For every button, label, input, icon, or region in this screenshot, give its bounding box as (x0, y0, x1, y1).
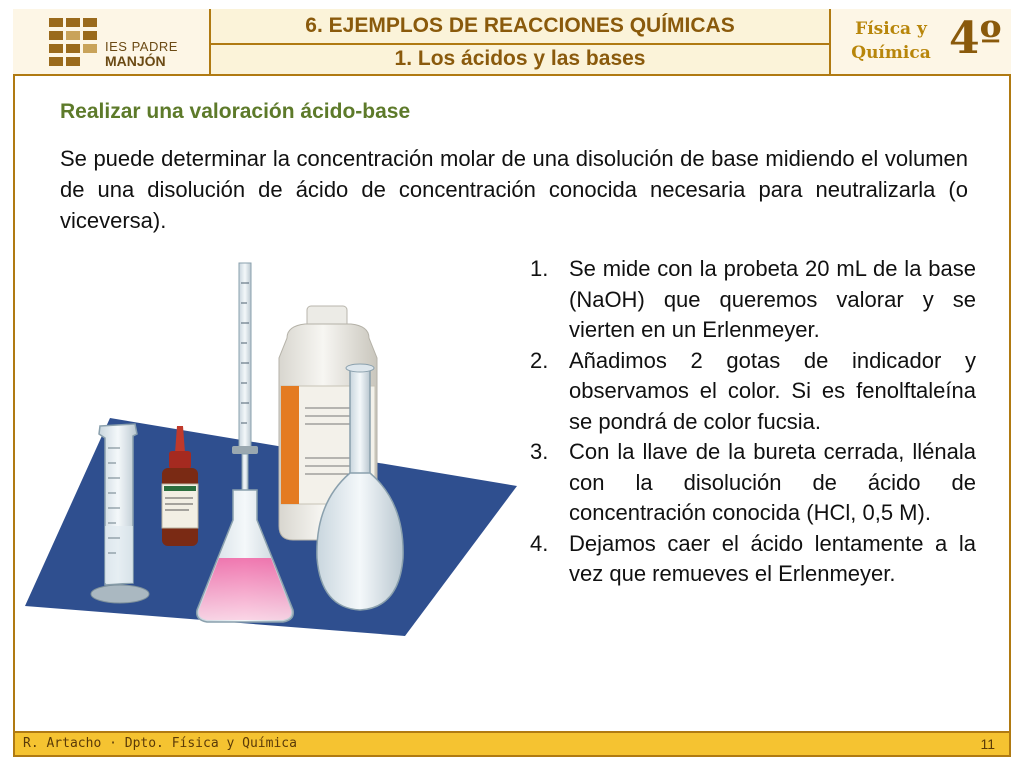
logo-grid-icon (49, 18, 99, 66)
list-item: 1. Se mide con la probeta 20 mL de la base (NaOH) que queremos valorar y se vierten en un Erlenmeyer. (530, 256, 976, 342)
school-logo (13, 9, 211, 76)
subject-line2: Química (851, 43, 931, 63)
page-number: 11 (980, 736, 995, 752)
titration-illustration (25, 258, 520, 638)
slide-footer (13, 731, 1011, 757)
logo-line1: IES PADRE (105, 39, 178, 54)
topic-subtitle: 1. Los ácidos y las bases (394, 47, 646, 70)
procedure-steps (530, 254, 976, 590)
author-credit: R. Artacho · Dpto. Física y Química (23, 736, 297, 751)
subject-line1: Física y (855, 19, 927, 39)
step-text: Con la llave de la bureta cerrada, llénala con la disolución de ácido de concentración conocida (HCl, 0,5 M). (569, 439, 976, 525)
list-item: 2. Añadimos 2 gotas de indicador y observamos el color. Si es fenolftaleína se pondrá de color fucsia. (530, 347, 976, 434)
step-text: Dejamos caer el ácido lentamente a la vez que remueves el Erlenmeyer. (569, 530, 976, 586)
subject-block (829, 9, 1011, 76)
slide-header (13, 9, 1011, 76)
section-title: Realizar una valoración ácido-base (60, 100, 411, 123)
list-item: 4. Dejamos caer el ácido lentamente a la vez que remueves el Erlenmeyer. (530, 530, 976, 586)
step-text: Añadimos 2 gotas de indicador y observamos el color. Si es fenolftaleína se pondrá de color fucsia. (569, 347, 976, 434)
intro-paragraph: Se puede determinar la concentración molar de una disolución de base midiendo el volumen de una disolución de ácido de concentración conocida necesaria para neutralizarla (o viceversa). (60, 146, 968, 233)
unit-title: 6. EJEMPLOS DE REACCIONES QUÍMICAS (211, 11, 829, 45)
grade-label: 4º (949, 13, 1002, 64)
step-text: Se mide con la probeta 20 mL de la base (NaOH) que queremos valorar y se vierten en un Erlenmeyer. (569, 256, 976, 342)
title-block (211, 9, 829, 76)
lab-equipment-image (25, 258, 520, 638)
list-item: 3. Con la llave de la bureta cerrada, llénala con la disolución de ácido de concentración conocida (HCl, 0,5 M). (530, 439, 976, 525)
logo-line2: MANJÓN (105, 53, 166, 69)
